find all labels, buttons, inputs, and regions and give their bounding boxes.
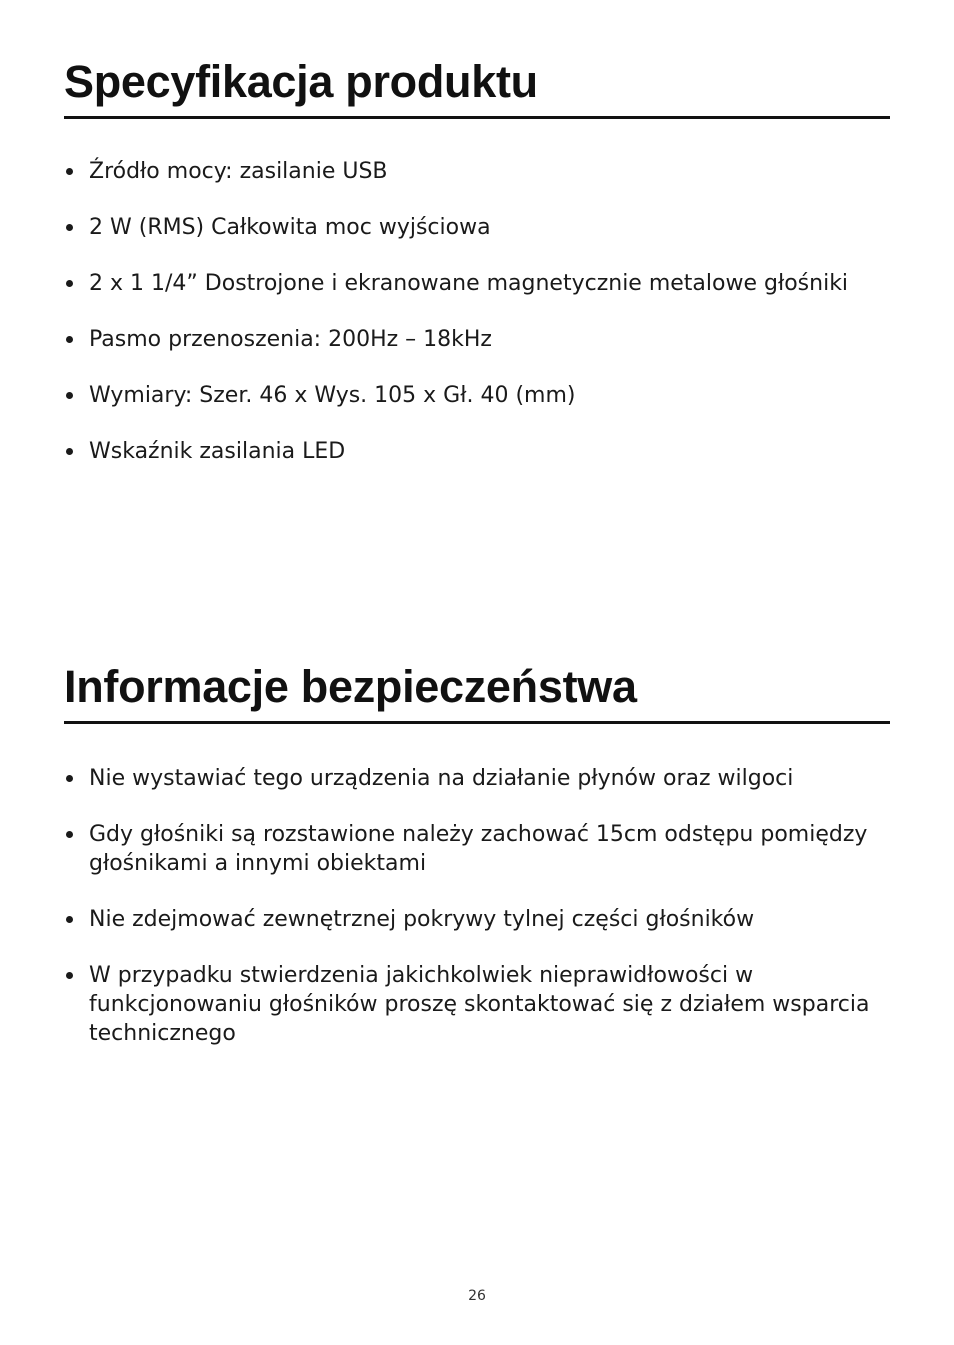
spec-item-led-indicator [64,437,879,466]
spec-list [64,157,890,466]
spec-item-power-source [64,157,879,186]
spec-item-drivers [64,269,879,298]
spec-heading: Specyfikacja produktu [64,56,538,107]
spec-item-dimensions [64,381,879,410]
spec-item-text: Wskaźnik zasilania LED [89,439,346,464]
bullet-icon [66,168,73,175]
safety-item-text: Nie wystawiać tego urządzenia na działanie płynów oraz wilgoci [89,766,794,791]
spec-section [64,52,890,493]
safety-item-liquids [64,764,879,793]
bullet-icon [66,280,73,287]
safety-item-spacing [64,820,879,878]
safety-item-text: Gdy głośniki są rozstawione należy zachować 15cm odstępu pomiędzy głośnikami a innymi obiektami [89,822,868,876]
bullet-icon [66,775,73,782]
bullet-icon [66,448,73,455]
safety-list [64,764,890,1048]
spec-item-output-power [64,213,879,242]
page-number: 26 [468,1288,486,1304]
safety-section [64,657,890,1075]
safety-item-support [64,961,879,1048]
spec-item-frequency-response [64,325,879,354]
spec-item-text: 2 x 1 1/4” Dostrojone i ekranowane magnetycznie metalowe głośniki [89,271,849,296]
spec-item-text: Pasmo przenoszenia: 200Hz – 18kHz [89,327,492,352]
bullet-icon [66,916,73,923]
safety-item-text: W przypadku stwierdzenia jakichkolwiek nieprawidłowości w funkcjonowaniu głośników proszę skontaktować się z działem wsparcia technicznego [89,963,870,1046]
spec-item-text: Wymiary: Szer. 46 x Wys. 105 x Gł. 40 (mm) [89,383,576,408]
spec-item-text: 2 W (RMS) Całkowita moc wyjściowa [89,215,491,240]
bullet-icon [66,224,73,231]
bullet-icon [66,972,73,979]
bullet-icon [66,336,73,343]
spec-item-text: Źródło mocy: zasilanie USB [89,159,388,184]
spec-heading-rule [64,116,890,119]
bullet-icon [66,831,73,838]
safety-heading-rule [64,721,890,724]
safety-item-cover [64,905,879,934]
bullet-icon [66,392,73,399]
safety-item-text: Nie zdejmować zewnętrznej pokrywy tylnej części głośników [89,907,755,932]
safety-heading: Informacje bezpieczeństwa [64,661,637,712]
